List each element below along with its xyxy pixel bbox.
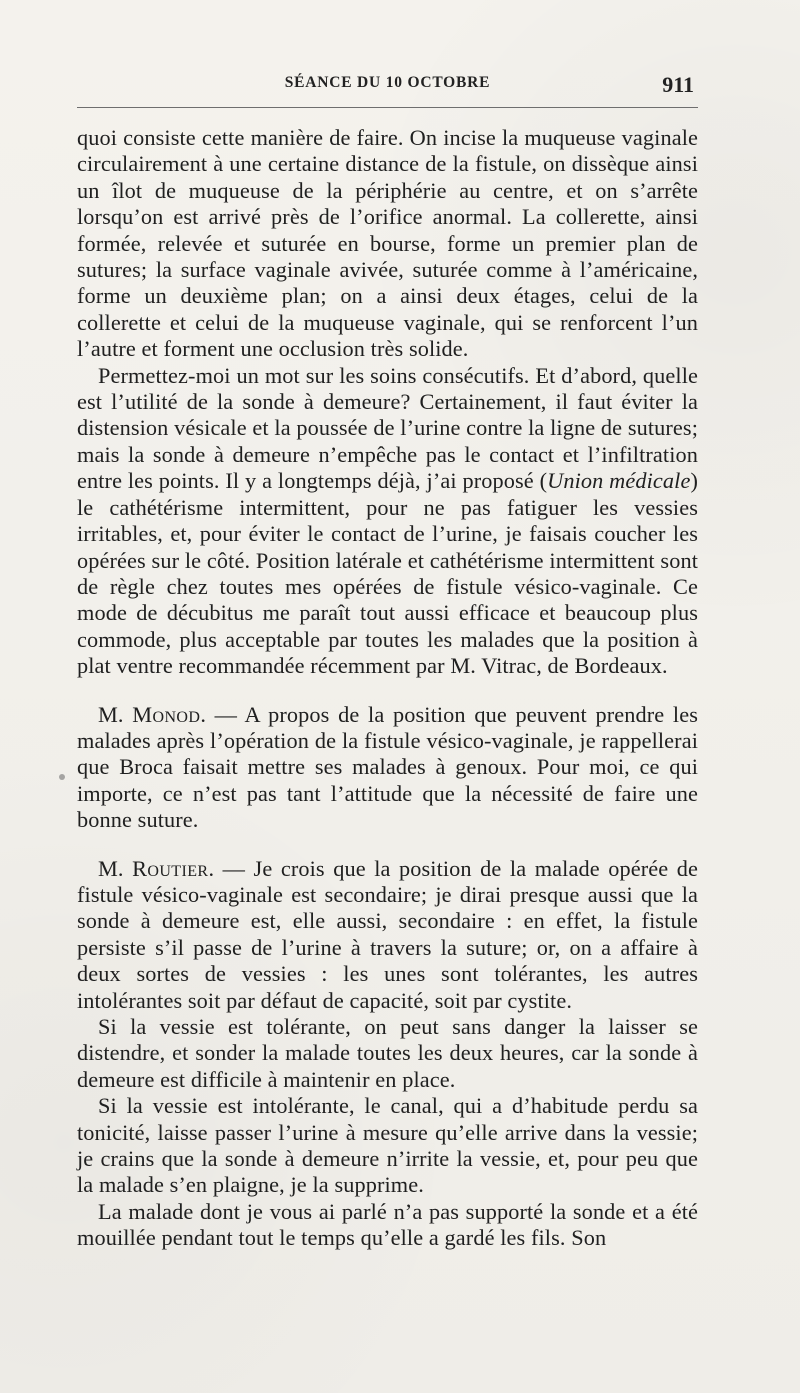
paragraph-vessie-tolerante bbox=[77, 1014, 698, 1093]
paragraph-text: quoi consiste cette manière de faire. On incise la muqueuse vaginale circulairement à une certaine distance de la fistule, on dissèque ainsi un îlot de muqueuse de la périphérie au centre, et on s’arrête lorsqu’on est arrivé près de l’orifice anormal. La collerette, ainsi formée, relevée et suturée en bourse, forme un premier plan de sutures; la surface vaginale avivée, suturée comme à l’américaine, forme un deuxième plan; on a ainsi deux étages, celui de la collerette et celui de la muqueuse vaginale, qui se renforcent l’un l’autre et forment une occlusion très solide. bbox=[77, 125, 698, 362]
page-number: 911 bbox=[662, 72, 694, 97]
speaker-name-routier: Routier bbox=[132, 855, 209, 881]
speaker-title: M. bbox=[98, 701, 133, 727]
paragraph-text: Si la vessie est intolérante, le canal, qui a d’habitude perdu sa tonicité, laisse passer l’urine à mesure qu’elle arrive dans la vessie; je crains que la sonde à demeure n’irrite la vessie, et, pour peu que la malade s’en plaigne, je la supprime. bbox=[77, 1093, 698, 1198]
paragraph-text: . — Je crois que la position de la malade opérée de fistule vésico-vaginale est secondaire; je dirai presque aussi que la sonde à demeure est, elle aussi, secondaire : en effet, la fistule persiste s’il passe de l’urine à travers la suture; or, on a affaire à deux sortes de vessies : les unes sont tolérantes, les autres intolérantes soit par défaut de capacité, soit par cystite. bbox=[77, 855, 699, 1013]
paragraph-text-part-2: ) le cathétérisme intermittent, pour ne pas fatiguer les vessies irritables, et, pour éviter le contact de l’urine, je faisais coucher les opérées sur le côté. Position latérale et cathétérisme intermittent sont de règle chez toutes mes opérées de fistule vésico-vaginale. Ce mode de décubitus me paraît tout aussi efficace et beaucoup plus commode, plus acceptable par toutes les malades que la position à plat ventre recommandée récemment par M. Vitrac, de Bordeaux. bbox=[77, 468, 698, 679]
speaker-title: M. bbox=[98, 855, 133, 881]
paragraph-vessie-intolerante bbox=[77, 1093, 698, 1199]
paragraph-text-part-1: Permettez-moi un mot sur les soins consécutifs. Et d’abord, quelle est l’utilité de la sonde à demeure? Certainement, il faut éviter la distension vésicale et la poussée de l’urine contre la ligne de sutures; mais la sonde à demeure n’empêche pas le contact et l’infiltration entre les points. Il y a longtemps déjà, j’ai proposé ( bbox=[77, 362, 698, 494]
paragraph-final bbox=[77, 1199, 698, 1252]
speaker-name-monod: Monod bbox=[132, 701, 201, 727]
journal-title: Union médicale bbox=[547, 468, 691, 494]
paragraph-continuation bbox=[77, 125, 698, 363]
paragraph-soins-consecutifs bbox=[77, 363, 698, 680]
paragraph-monod bbox=[77, 702, 698, 834]
paragraph-routier bbox=[77, 856, 698, 1014]
margin-mark bbox=[59, 774, 65, 780]
text-block bbox=[77, 125, 698, 1252]
page-header bbox=[77, 74, 698, 96]
header-rule bbox=[77, 107, 698, 108]
paragraph-text: . — A propos de la position que peuvent prendre les malades après l’opération de la fistule vésico-vaginale, je rappellerai que Broca faisait mettre ses malades à genoux. Pour moi, ce qui importe, ce n’est pas tant l’attitude que la nécessité de faire une bonne suture. bbox=[77, 701, 698, 833]
paragraph-text: Si la vessie est tolérante, on peut sans danger la laisser se distendre, et sonder la malade toutes les deux heures, car la sonde à demeure est difficile à maintenir en place. bbox=[77, 1014, 698, 1092]
paragraph-text: La malade dont je vous ai parlé n’a pas supporté la sonde et a été mouillée pendant tout le temps qu’elle a gardé les fils. Son bbox=[77, 1198, 698, 1251]
running-head: SÉANCE DU 10 OCTOBRE bbox=[284, 74, 491, 91]
